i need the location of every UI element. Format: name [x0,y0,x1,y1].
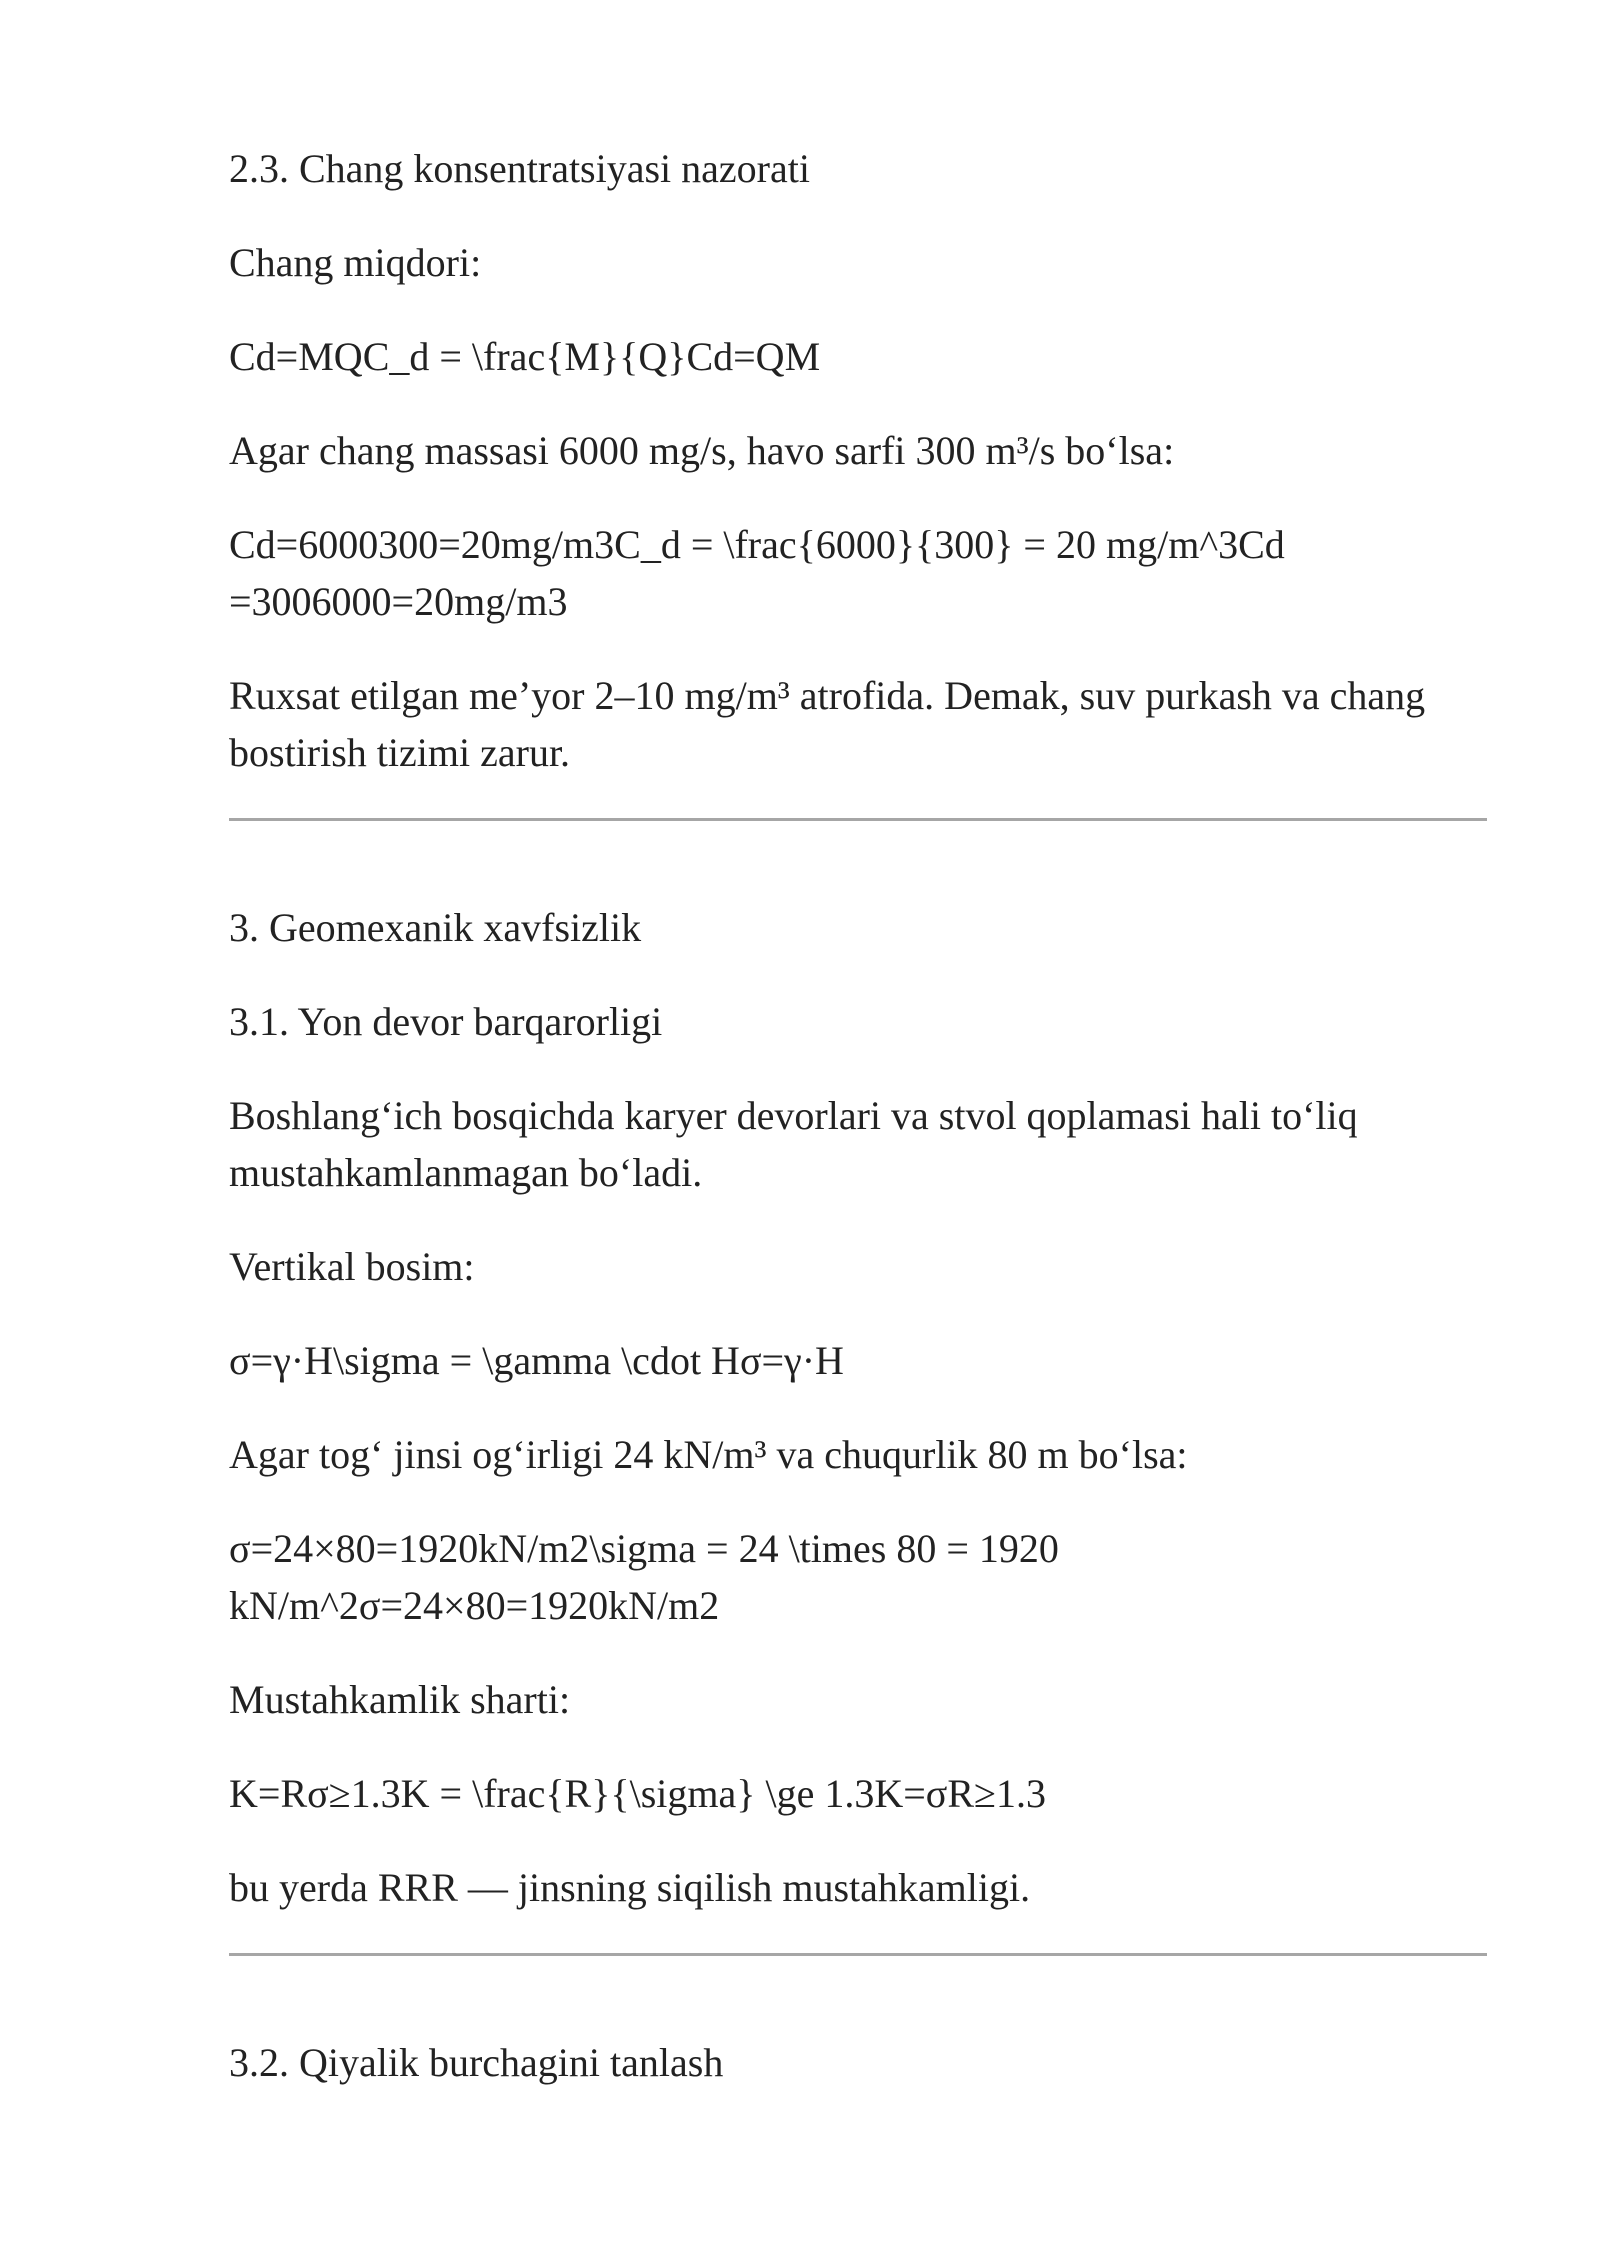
wall-stability-intro: Boshlang‘ich bosqichda karyer devorlari va stvol qoplamasi hali to‘liq mustahkamlanmagan bo‘ladi. [229,1093,1358,1195]
section-divider [229,1953,1487,1956]
pressure-calculation: σ=24×80=1920kN/m2\sigma = 24 \times 80 = 1920 kN/m^2σ=24×80=1920kN/m2 [229,1526,1059,1628]
section-heading-3-1: 3.1. Yon devor barqarorligi [229,999,663,1044]
dust-conclusion: Ruxsat etilgan me’yor 2–10 mg/m³ atrofida. Demak, suv purkash va chang bostirish tizimi zarur. [229,673,1426,775]
strength-formula: K=Rσ≥1.3K = \frac{R}{\sigma} \ge 1.3K=σR≥1.3 [229,1771,1046,1816]
strength-condition-label: Mustahkamlik sharti: [229,1677,571,1722]
vertical-pressure-formula: σ=γ·H\sigma = \gamma \cdot Hσ=γ·H [229,1338,844,1383]
section-heading-3: 3. Geomexanik xavfsizlik [229,905,642,950]
dust-amount-label: Chang miqdori: [229,240,482,285]
rock-condition: Agar tog‘ jinsi og‘irligi 24 kN/m³ va chuqurlik 80 m bo‘lsa: [229,1432,1188,1477]
document-page [229,140,1487,2128]
vertical-pressure-label: Vertikal bosim: [229,1244,475,1289]
dust-formula: Cd=MQC_d = \frac{M}{Q}Cd=QM [229,334,821,379]
dust-calculation: Cd=6000300=20mg/m3C_d = \frac{6000}{300} = 20 mg/m^3Cd =3006000=20mg/m3 [229,522,1285,624]
section-heading-2-3: 2.3. Chang konsentratsiyasi nazorati [229,146,810,191]
strength-note: bu yerda RRR — jinsning siqilish mustahkamligi. [229,1865,1031,1910]
dust-condition: Agar chang massasi 6000 mg/s, havo sarfi 300 m³/s bo‘lsa: [229,428,1175,473]
section-heading-3-2: 3.2. Qiyalik burchagini tanlash [229,2040,724,2085]
section-divider [229,818,1487,821]
